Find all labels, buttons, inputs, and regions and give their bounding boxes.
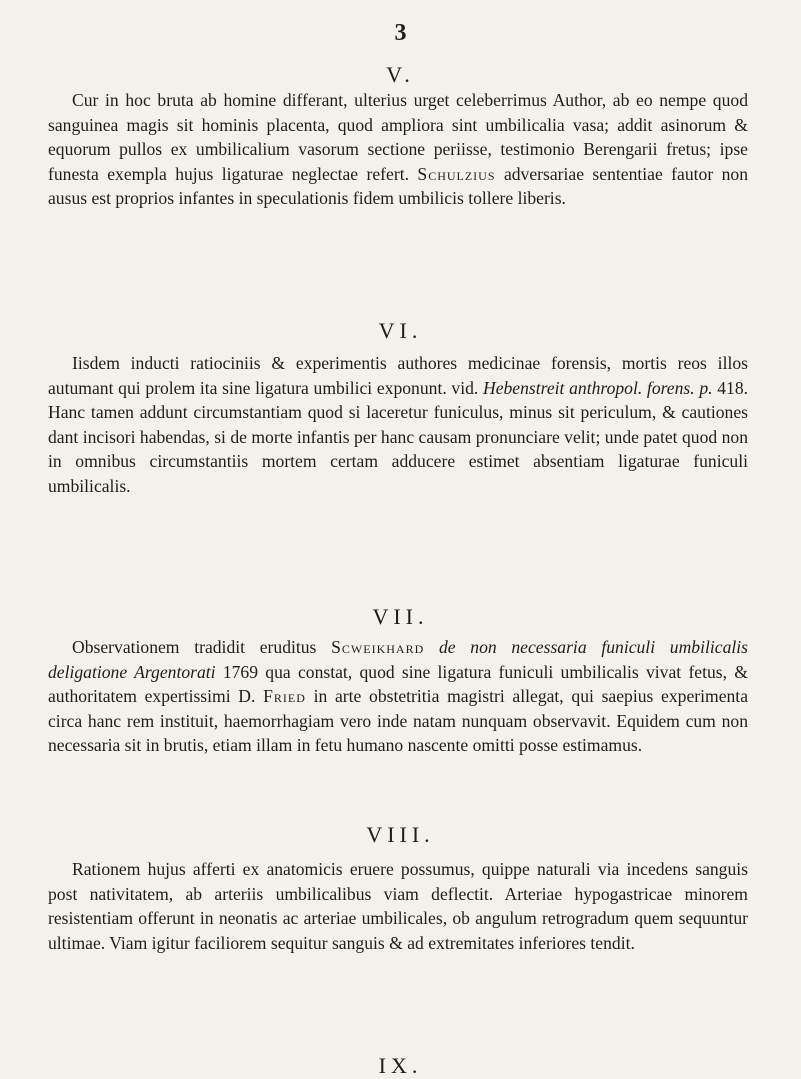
text-run: Cur in hoc bruta ab homine differant, ulterius urget celeberrimus Author, ab eo nempe quod sanguinea magis sit hominis placenta, quod ampliora sint umbilicalia vasa; addit asinorum & equorum pullos ex umbilicalium vasorum sectione periisse, testimonio Berengarii fretus; ipse funesta exempla hujus ligaturae neglectae refert.	[48, 90, 748, 184]
text-run: 418. Hanc tamen addunt circumstantiam quod si laceretur funiculus, minus sit periculum, & cautiones dant incisori habendas, si de morte infantis per hanc causam pronunciare velit; unde patet quod non in omnibus circumstantiis mortem certam adducere estimet absentiam ligaturae funiculi umbilicalis.	[48, 377, 749, 496]
section-numeral: VII.	[372, 604, 429, 629]
text-run	[424, 637, 439, 657]
section-paragraph	[48, 88, 748, 211]
section-numeral: VI.	[378, 318, 423, 343]
section-numeral: VIII.	[366, 822, 435, 847]
section-paragraph	[48, 351, 748, 499]
text-run: adversariae sententiae fautor non ausus est proprios infantes in speculationis fidem umbilicis tollere liberis.	[48, 163, 748, 209]
italic-text-run: de non necessaria funiculi umbilicalis deligatione Argentorati	[48, 637, 748, 682]
smallcaps-name-run: Scweikhard	[331, 637, 425, 657]
page-number: 3	[394, 20, 407, 46]
text-run: in arte obstetritia magistri allegat, qui saepius experimenta circa hanc rem instituit, haemorrhagiam vero inde natam nunquam observavit. Equidem cum non necessaria sit in brutis, etiam illam in fetu humano nascente omitti posse estimamus.	[48, 686, 749, 756]
italic-text-run: Hebenstreit anthropol. forens. p.	[482, 377, 713, 398]
section-paragraph	[48, 857, 748, 955]
smallcaps-name-run: Fried	[263, 686, 306, 707]
section-numeral: IX.	[378, 1053, 423, 1078]
text-run: Iisdem inducti ratiociniis & experimentis authores medicinae forensis, mortis reos illos autumant qui prolem ita sine ligatura umbilici exponunt. vid.	[48, 353, 748, 398]
text-run: 1769 qua constat, quod sine ligatura funiculi umbilicalis vivat fetus, & authoritatem expertissimi D.	[48, 661, 748, 707]
smallcaps-name-run: Schulzius	[417, 163, 496, 184]
section-numeral: V.	[386, 62, 415, 87]
text-run: Observationem tradidit eruditus	[72, 637, 332, 657]
text-run: Rationem hujus afferti ex anatomicis eruere possumus, quippe naturali via incedens sanguis post nativitatem, ab arteriis umbilicalibus viam deflectit. Arteriae hypogastricae minorem resistentiam offerunt in neonatis ac arteriae umbilicales, ob angulum retrogradum quem sequuntur ultimae. Viam igitur faciliorem sequitur sanguis & ad extremitates inferiores tendit.	[48, 859, 748, 953]
section-paragraph	[48, 635, 748, 758]
